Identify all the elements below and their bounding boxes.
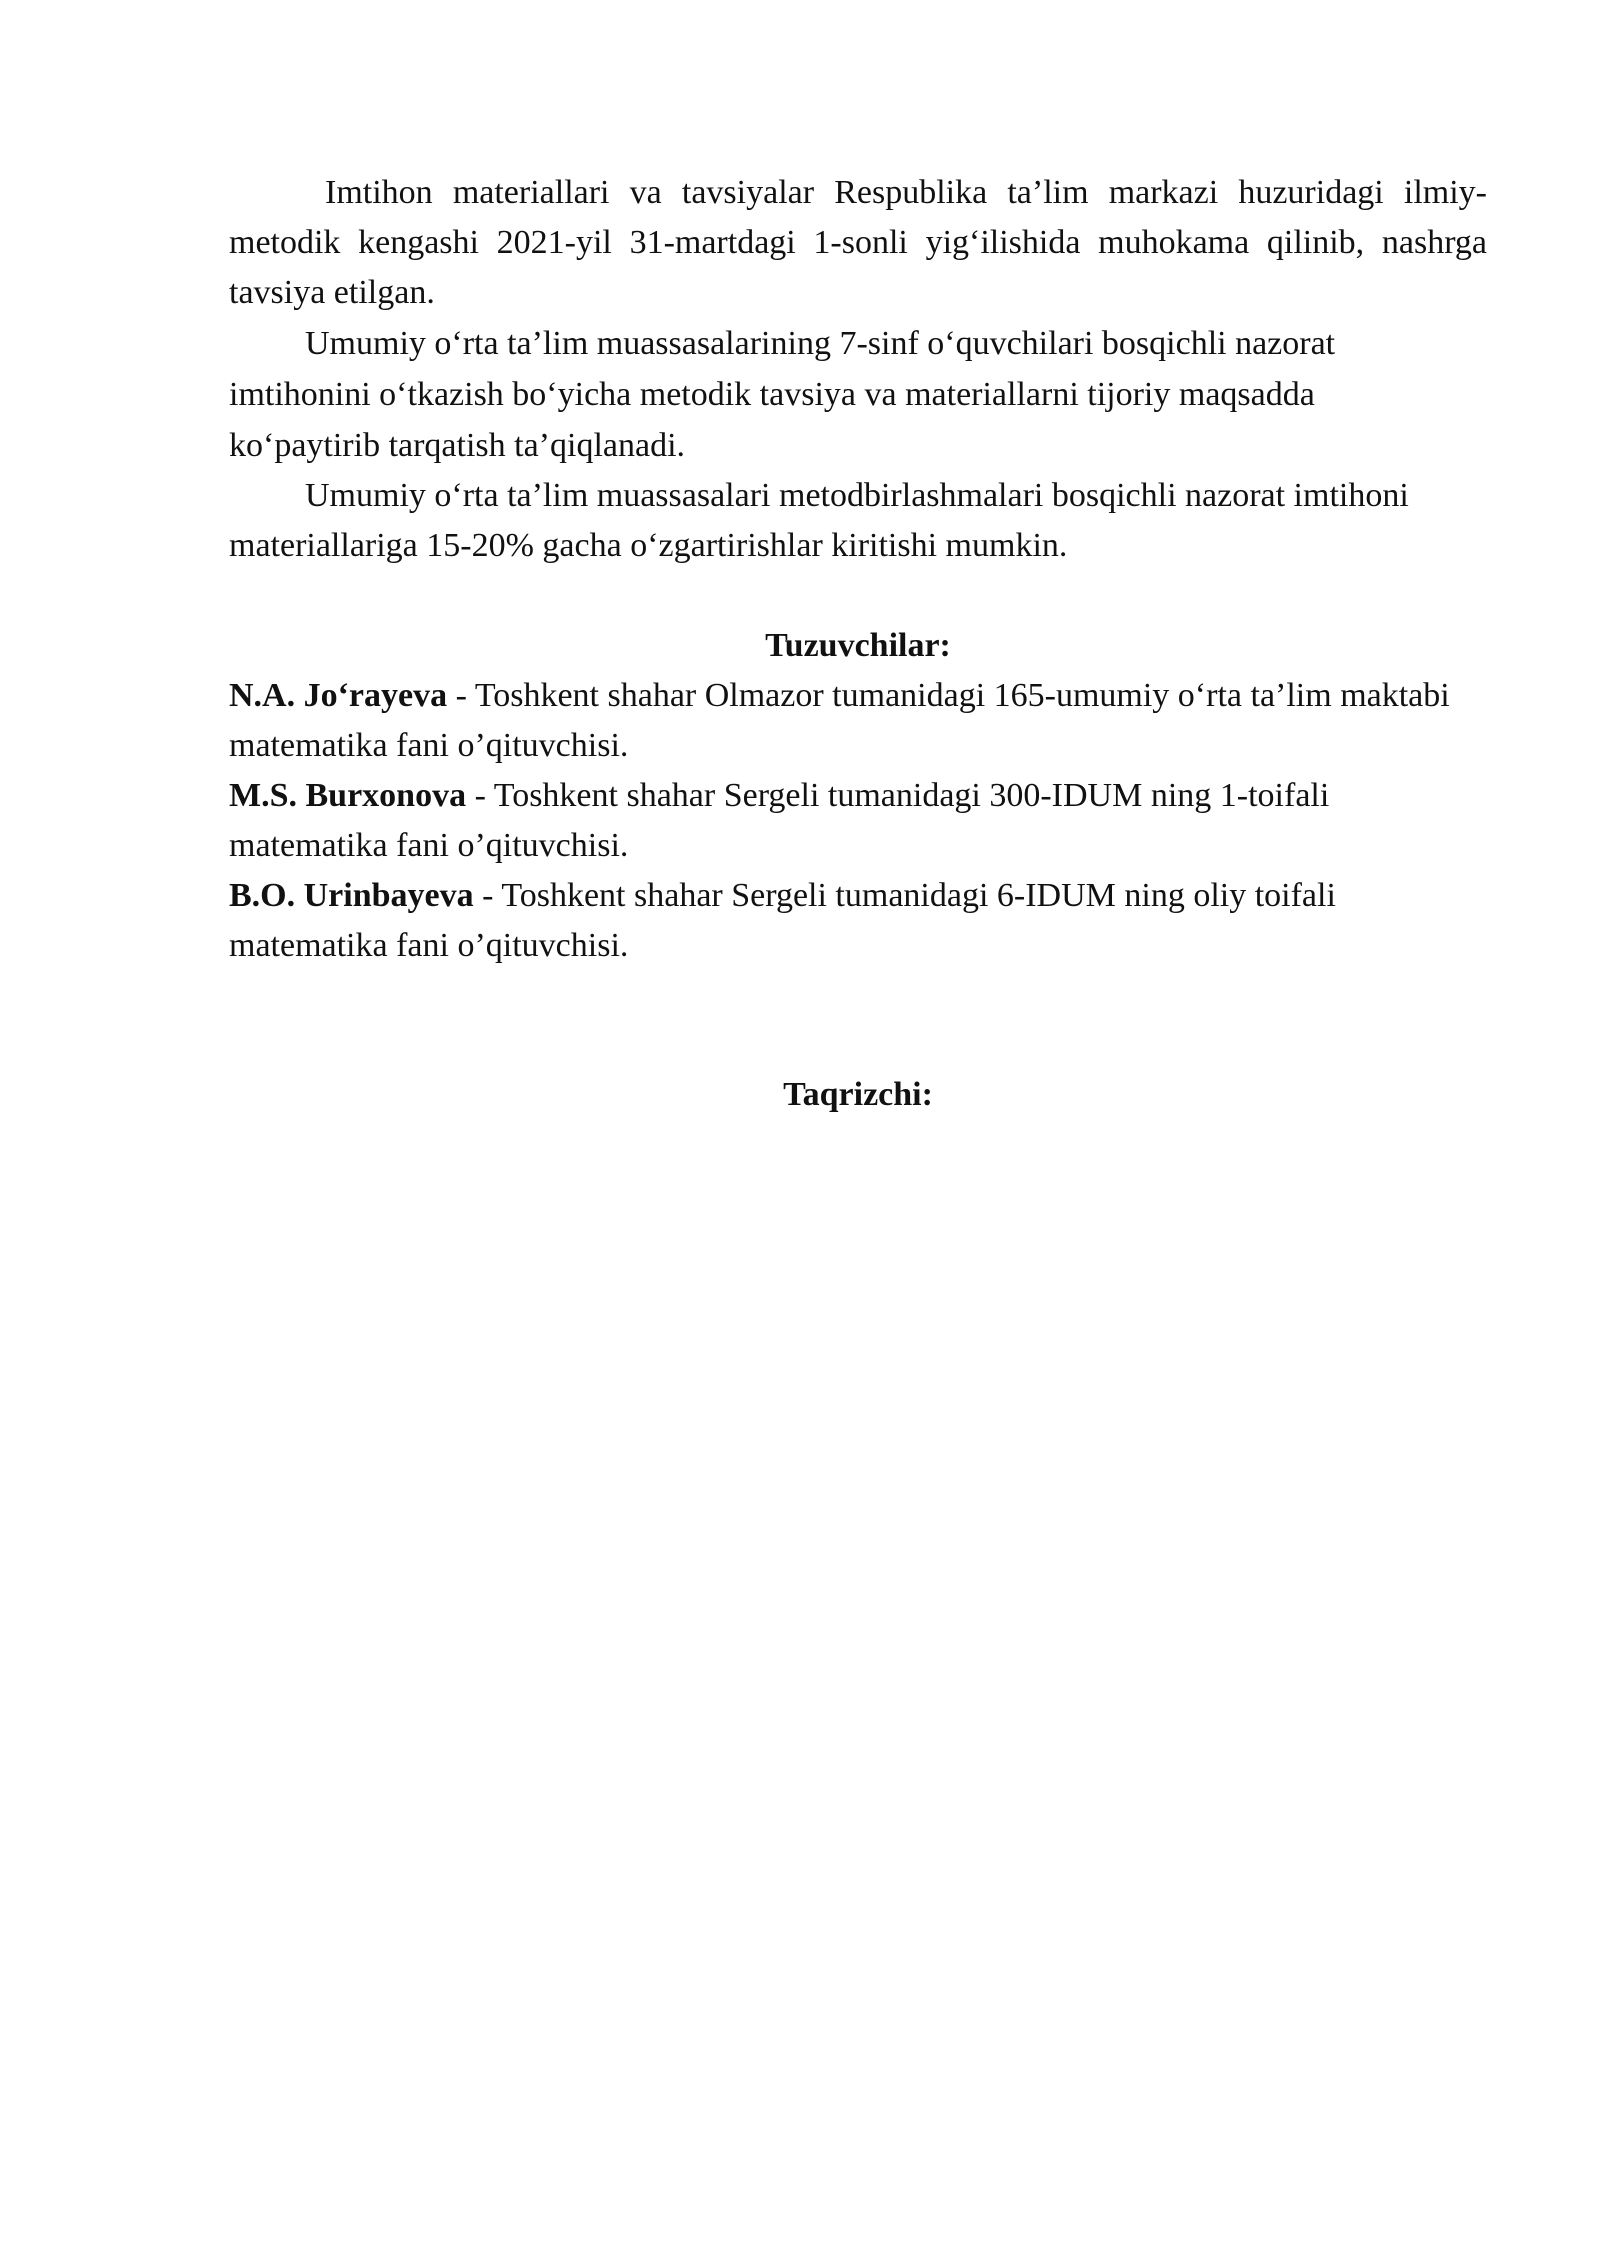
- author-name: B.O. Urinbayeva: [229, 877, 474, 914]
- page-content: [229, 168, 1487, 1120]
- intro-paragraph: Imtihon materiallari va tavsiyalar Respublika ta’lim markazi huzuridagi ilmiy-metodik kengashi 2021-yil 31-martdagi 1-sonli yig‘ilishida muhokama qilinib, nashrga tavsiya etilgan.: [229, 174, 1487, 311]
- author-description: - Toshkent shahar Sergeli tumanidagi 300-IDUM ning 1-toifali matematika fani o’qituvchisi.: [229, 777, 1330, 864]
- authors-heading: Tuzuvchilar:: [765, 627, 951, 664]
- author-name: M.S. Burxonova: [229, 777, 467, 814]
- modification-paragraph: Umumiy o‘rta ta’lim muassasalari metodbirlashmalari bosqichli nazorat imtihoni materiallariga 15-20% gacha o‘zgartirishlar kiritishi mumkin.: [229, 477, 1409, 564]
- copy-restriction-paragraph: Umumiy o‘rta ta’lim muassasalarining 7-sinf o‘quvchilari bosqichli nazorat imtihonini o‘tkazish bo‘yicha metodik tavsiya va materiallarni tijoriy maqsadda ko‘paytirib tarqatish ta’qiqlanadi.: [229, 325, 1336, 464]
- author-description: - Toshkent shahar Sergeli tumanidagi 6-IDUM ning oliy toifali matematika fani o’qituvchisi.: [229, 877, 1336, 964]
- author-entry: [229, 771, 1459, 871]
- author-entry: [229, 671, 1459, 771]
- author-description: - Toshkent shahar Olmazor tumanidagi 165-umumiy o‘rta ta’lim maktabi matematika fani o’qituvchisi.: [229, 677, 1450, 764]
- author-entry: [229, 871, 1459, 971]
- author-name: N.A. Jo‘rayeva: [229, 677, 448, 714]
- reviewer-heading: Taqrizchi:: [783, 1076, 933, 1113]
